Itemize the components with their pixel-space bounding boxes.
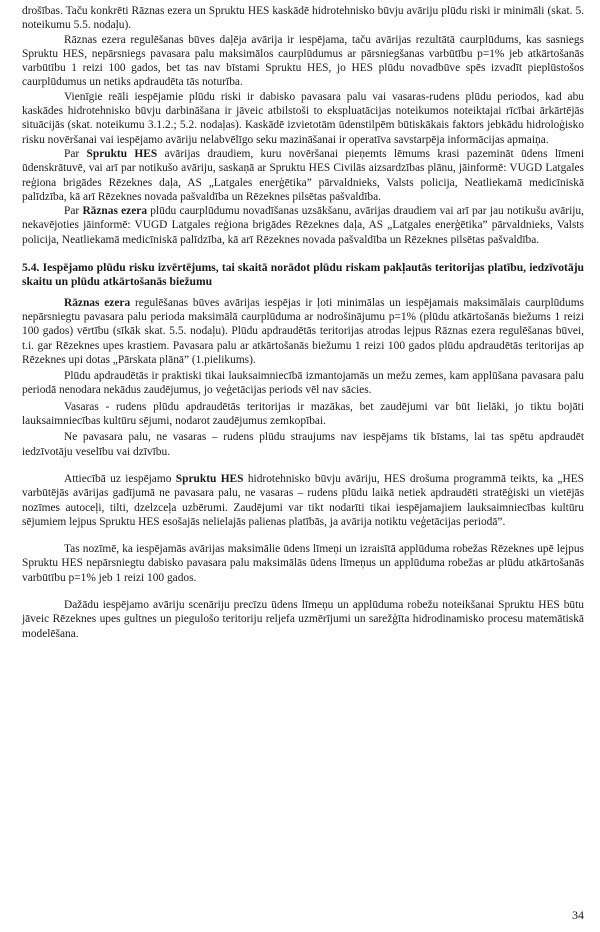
paragraph-5-prefix: Par bbox=[64, 205, 83, 218]
section-paragraph-6-text: Tas nozīmē, ka iespējamās avārijas maksimālie ūdens līmeņi un izraisītā applūduma robežas Rēzeknes upē lejpus Spruktu HES nepārsniegtu dabisko pavasara palu maksimālās ūdens līmeņus un applūduma robežas ar plūdu atkārtošanās varbūtību p=1% jeb 1 reizi 100 gados. bbox=[22, 543, 584, 584]
paragraph-5-bold: Rāznas ezera bbox=[82, 205, 148, 218]
section-paragraph-5 bbox=[22, 472, 584, 529]
paragraph-4-text: avārijas draudiem, kuru novēršanai pieņemts lēmums krasi pazemināt ūdens līmeni ūdenskrātuvē, vai arī par notikušo avāriju, saskaņā ar Spruktu HES Civilās aizsardzības plānu, jāinformē: VUGD Latgales reģiona brigādes Rēzeknes daļa, AS „Latgales enerģētika” pārvaldnieks, Valsts policija, Neatliekamā medicīniskā palīdzība, kā arī Rēzeknes novada pašvaldība un Rēzeknes pilsētas pašvaldība. bbox=[22, 147, 584, 203]
section-paragraph-6 bbox=[22, 542, 584, 585]
section-paragraph-1-text: regulēšanas būves avārijas iespējas ir ļoti minimālas un iespējamais maksimālais caurplūdums nepārsniegtu pavasara palu perioda maksimālā caurplūduma ar nodrošinājumu p=1% (plūdu atkārtošanās biežums 1 reizi 100 gados) vērtību (sīkāk skat. 5.5. nodaļu). Plūdu apdraudētās teritorijas atrodas lejpus Rāznas ezera regulēšanas būvei, t.i. gar Rēzeknes upes krastiem. Pavasara palu ar atkārtošanās biežumu 1 reizi 100 gados plūdu apdraudētās teritorijas ap Rēzeknes upi dotas „Pārskata plānā” (1.pielikums). bbox=[22, 296, 584, 366]
paragraph-5 bbox=[22, 204, 584, 247]
section-paragraph-3 bbox=[22, 400, 584, 429]
page-number: 34 bbox=[572, 907, 584, 922]
section-paragraph-4-text: Ne pavasara palu, ne vasaras – rudens plūdu straujums nav iespējams tik bīstams, lai tas spētu apdraudēt iedzīvotāju veselību vai dzīvību. bbox=[22, 431, 584, 458]
paragraph-4-bold: Spruktu HES bbox=[86, 147, 158, 160]
section-paragraph-4 bbox=[22, 430, 584, 459]
section-paragraph-7 bbox=[22, 598, 584, 641]
section-paragraph-2-text: Plūdu apdraudētās ir praktiski tikai lauksaimniecībā izmantojamās un mežu zemes, kam applūšana pavasara palu periodā nenodara nekādus zaudējumus, jo veģetācijas periods vēl nav sācies. bbox=[22, 370, 584, 397]
paragraph-1 bbox=[22, 4, 584, 33]
paragraph-3-text: Vienīgie reāli iespējamie plūdu riski ir dabisko pavasara palu vai vasaras-rudens plūdu periodos, kad abu kaskādes hidrotehnisko būvju darbināšana ir jāveic atbilstoši to ekspluatācijas noteikumos noteiktajai rīcībai ārkārtējās situācijās (skat. noteikumu 3.1.2.; 5.2. nodaļas). Kaskādē izvietotām ūdenstilpēm būtiskākais faktors jebkādu hidroloģisko risku novēršanai vai iespējamo avāriju nelabvēlīgo seku mazināšanai ir operatīva savstarpēja informācijas apmaiņa. bbox=[22, 90, 584, 146]
section-paragraph-1-bold: Rāznas ezera bbox=[64, 296, 131, 309]
paragraph-1-text: drošības. Taču konkrēti Rāznas ezera un Spruktu HES kaskādē hidrotehnisko būvju avāriju plūdu riski ir minimāli (skat. 5. noteikumu 5.5. nodaļu). bbox=[22, 5, 584, 32]
section-paragraph-5-prefix: Attiecībā uz iespējamo bbox=[64, 472, 176, 485]
section-paragraph-5-bold: Spruktu HES bbox=[175, 472, 244, 485]
section-paragraph-1 bbox=[22, 296, 584, 367]
paragraph-5-text: plūdu caurplūdumu novadīšanas uzsākšanu, avārijas draudiem vai arī par jau notikušu avāriju, nekavējoties jāinformē: VUGD Latgales reģiona brigādes Rēzeknes daļa, AS „Latgales enerģētika” pārvaldnieks, Valsts policija, Neatliekamā medicīniskā palīdzība, kā arī Rēzeknes novada pašvaldība un Rēzeknes pilsētas pašvaldība. bbox=[22, 205, 584, 246]
paragraph-4-prefix: Par bbox=[64, 147, 87, 160]
paragraph-4 bbox=[22, 147, 584, 204]
paragraph-2-text: Rāznas ezera regulēšanas būves daļēja avārija ir iespējama, taču avārijas rezultātā caurplūdums, kas sasniegs Spruktu HES, nepārsniegs pavasara palu maksimālos caurplūdumus ar pārsniegšanas varbūtību p=1% jeb atkārtošanās varbūtību 1 reizi 100 gados, bet tas nav bīstami Spruktu HES, jo HES plūdu novadbūve spēs izvadīt pieplūstošos caurplūdumus un netiks apdraudēta tās noturība. bbox=[22, 33, 584, 89]
paragraph-2 bbox=[22, 33, 584, 90]
section-paragraph-2 bbox=[22, 369, 584, 398]
section-paragraph-3-text: Vasaras - rudens plūdu apdraudētās teritorijas ir mazākas, bet zaudējumi var būt lielāki, jo tiktu bojāti lauksaimniecības kultūru sējumi, nodarot zaudējumus zemkopībai. bbox=[22, 400, 584, 428]
section-paragraph-5-text: hidrotehnisko būvju avāriju, HES drošuma programmā teikts, ka „HES varbūtējās avārijas gadījumā ne pavasara palu, ne vasaras – rudens plūdu laikā netiek apdraudēti stratēģiski un vietējās nozīmes autoceļi, tilti, dzelzceļa uzbērumi. Zaudējumi var tikt nodarīti tikai iespējamajiem lauksaimniecības kultūru sējumiem lejpus Spruktu HES esošajās nelielajās palienas platībās, ja avārija notiktu veģetācijas periodā”. bbox=[22, 472, 584, 528]
section-paragraph-7-text: Dažādu iespējamo avāriju scenāriju precīzu ūdens līmeņu un applūduma robežu noteikšanai Spruktu HES būtu jāveic Rēzeknes upes gultnes un piegulošo teritoriju reljefa uzmērījumi un sarežģīta hidrodinamisko procesu matemātiskā modelēšana. bbox=[22, 598, 584, 640]
paragraph-3 bbox=[22, 90, 584, 147]
section-heading: 5.4. Iespējamo plūdu risku izvērtējums, tai skaitā norādot plūdu riskam pakļautās teritorijas platību, iedzīvotāju skaitu un plūdu atkārtošanās biežumu bbox=[22, 261, 584, 289]
